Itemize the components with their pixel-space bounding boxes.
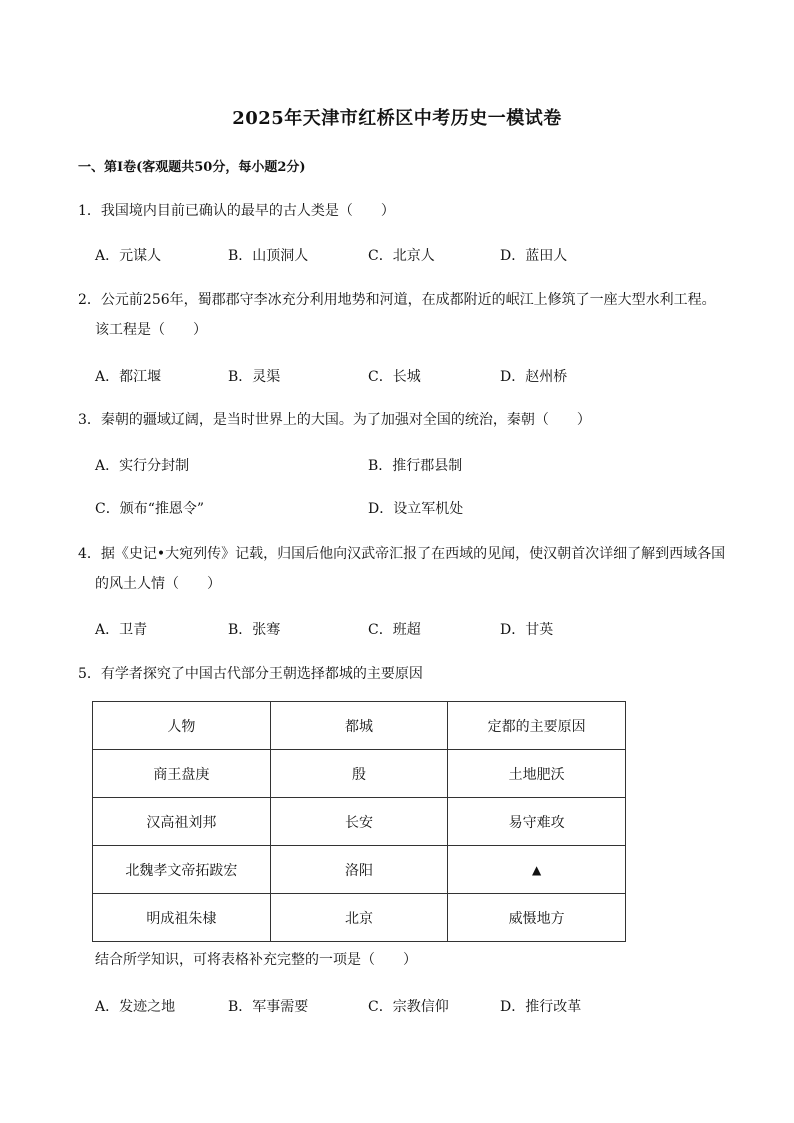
- table-cell: 长安: [270, 798, 448, 846]
- question-4-stem-cont: 的风土人情（ ）: [95, 576, 221, 592]
- table-header-cell: 人物: [93, 702, 271, 750]
- option-d: D．推行改革: [500, 999, 582, 1015]
- option-a: A．都江堰: [95, 369, 162, 385]
- question-3-options-row2: [95, 498, 715, 518]
- blank-triangle-cell: ▲: [448, 846, 626, 894]
- option-b: B．军事需要: [228, 999, 309, 1015]
- capital-reasons-table: [92, 701, 626, 942]
- table-cell: 汉高祖刘邦: [93, 798, 271, 846]
- option-b: B．山顶洞人: [228, 248, 309, 264]
- option-a: A．发迹之地: [95, 999, 176, 1015]
- option-a: A．实行分封制: [95, 458, 190, 474]
- table-header-cell: 都城: [270, 702, 448, 750]
- question-5-prompt: 结合所学知识，可将表格补充完整的一项是（ ）: [95, 952, 417, 968]
- question-2-stem: 2．公元前256年，蜀郡郡守李冰充分利用地势和河道，在成都附近的岷江上修筑了一座大型水利工程。: [78, 292, 716, 308]
- option-d: D．赵州桥: [500, 369, 568, 385]
- table-cell: 土地肥沃: [448, 750, 626, 798]
- option-c: C．班超: [368, 622, 421, 638]
- table-cell: 北京: [270, 894, 448, 942]
- question-1-options: [95, 245, 715, 265]
- exam-title: 2025年天津市红桥区中考历史一模试卷: [232, 108, 562, 129]
- option-c: C．颁布“推恩令”: [95, 501, 205, 517]
- table-cell: 北魏孝文帝拓跋宏: [93, 846, 271, 894]
- table-row: [93, 798, 626, 846]
- question-5-stem: 5．有学者探究了中国古代部分王朝选择都城的主要原因: [78, 666, 423, 682]
- option-c: C．长城: [368, 369, 421, 385]
- question-3-options-row1: [95, 455, 715, 475]
- table-row: [93, 894, 626, 942]
- table-header-cell: 定都的主要原因: [448, 702, 626, 750]
- table-cell: 威慑地方: [448, 894, 626, 942]
- table-row: [93, 846, 626, 894]
- option-a: A．元谋人: [95, 248, 162, 264]
- table-cell: 殷: [270, 750, 448, 798]
- question-3-stem: 3．秦朝的疆域辽阔，是当时世界上的大国。为了加强对全国的统治，秦朝（ ）: [78, 412, 591, 428]
- section-heading: 一、第Ⅰ卷(客观题共50分，每小题2分): [78, 160, 306, 175]
- option-b: B．推行郡县制: [368, 458, 463, 474]
- question-2-stem-cont: 该工程是（ ）: [95, 322, 207, 338]
- option-a: A．卫青: [95, 622, 148, 638]
- option-c: C．宗教信仰: [368, 999, 449, 1015]
- question-1-stem: 1．我国境内目前已确认的最早的古人类是（ ）: [78, 203, 395, 219]
- option-c: C．北京人: [368, 248, 435, 264]
- table-cell: 易守难攻: [448, 798, 626, 846]
- table-row: [93, 750, 626, 798]
- option-b: B．灵渠: [228, 369, 281, 385]
- option-d: D．设立军机处: [368, 501, 464, 517]
- question-4-options: [95, 619, 715, 639]
- question-5-options: [95, 996, 715, 1016]
- table-header-row: [93, 702, 626, 750]
- table-cell: 明成祖朱棣: [93, 894, 271, 942]
- table-cell: 商王盘庚: [93, 750, 271, 798]
- question-2-options: [95, 366, 715, 386]
- option-b: B．张骞: [228, 622, 281, 638]
- option-d: D．甘英: [500, 622, 554, 638]
- table-cell: 洛阳: [270, 846, 448, 894]
- question-4-stem: 4．据《史记•大宛列传》记载，归国后他向汉武帝汇报了在西域的见闻，使汉朝首次详细了解到西域各国: [78, 546, 726, 562]
- option-d: D．蓝田人: [500, 248, 568, 264]
